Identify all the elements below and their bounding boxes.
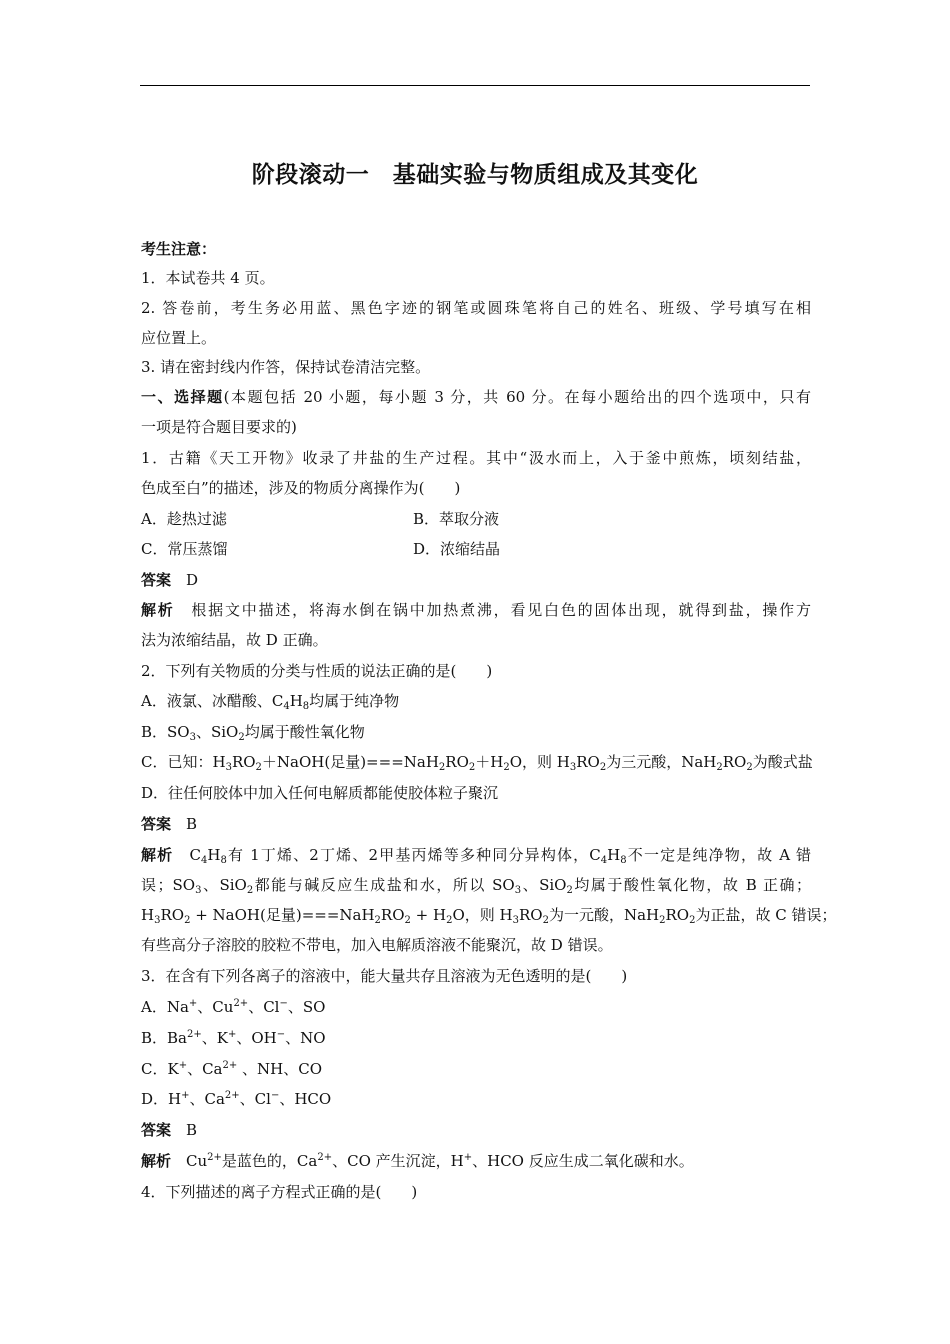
- section-heading-line: [141, 387, 811, 407]
- q1-answer-line: [141, 570, 811, 590]
- notice-item-2-cont: 应位置上。: [141, 329, 217, 347]
- q3-option-b: B．$Ba^{2+}$、K+、OH−、NO: [141, 1029, 326, 1047]
- answer-label: 答案: [141, 1121, 172, 1139]
- q1-answer: D: [186, 571, 199, 589]
- q1-option-a: A．趁热过滤: [141, 510, 227, 528]
- q2-option-c: C．已知：$H_3RO_2+NaOH$(足量)$===NaH_2RO_2+H_2O$，则 $H_3RO_2$为三元酸，$NaH_2RO_2$为酸式盐: [141, 753, 813, 773]
- answer-label: 答案: [141, 571, 172, 589]
- q4-stem: 4．下列描述的离子方程式正确的是( ): [141, 1183, 418, 1201]
- q1-analysis: 根据文中描述，将海水倒在锅中加热煮沸，看见白色的固体出现，就得到盐，操作方: [191, 601, 811, 619]
- q3-stem: 3．在含有下列各离子的溶液中，能大量共存且溶液为无色透明的是( ): [141, 967, 628, 985]
- q2-answer: B: [186, 815, 198, 833]
- notice-item-1: 1．本试卷共 4 页。: [141, 269, 275, 287]
- q3-analysis-line: 解析 $Cu^{2+}$是蓝色的，$Ca^{2+}$、CO 产生沉淀，H+、HCO 反应生成二氧化碳和水。: [141, 1152, 694, 1170]
- analysis-label: 解析: [141, 601, 175, 619]
- section-desc-cont: 一项是符合题目要求的): [141, 418, 297, 436]
- q1-analysis-cont: 法为浓缩结晶，故 D 正确。: [141, 631, 328, 649]
- q3-answer: B: [186, 1121, 198, 1139]
- q1-stem-cont: 色成至白”的描述，涉及的物质分离操作为( ): [141, 479, 461, 497]
- q2-stem: 2．下列有关物质的分类与性质的说法正确的是( ): [141, 662, 493, 680]
- q1-options-cd: [141, 539, 811, 559]
- q2-answer-line: [141, 814, 811, 834]
- analysis-label: 解析: [141, 1152, 172, 1170]
- q1-option-b: B．萃取分液: [413, 510, 500, 528]
- q1-analysis-line: [141, 600, 811, 620]
- q3-option-d: D．H+、$Ca^{2+}$、Cl−、HCO: [141, 1090, 332, 1108]
- q2-analysis-line-3: $H_3RO_2$ + NaOH(足量)$===NaH_2RO_2 + H_2O$，则 $H_3RO_2$为一元酸，$NaH_2RO_2$为正盐，故 C 错误；: [141, 906, 837, 926]
- q1-options-ab: [141, 509, 811, 529]
- q3-option-c: C．K+、$Ca^{2+}$ 、NH、CO: [141, 1060, 322, 1078]
- q2-analysis-line-1: 解析 $C_4H_8$有 1丁烯、2丁烯、2甲基丙烯等多种同分异构体，$C_4H_8$不一定是纯净物，故 A 错: [141, 846, 811, 866]
- q2-option-d: D．往任何胶体中加入任何电解质都能使胶体粒子聚沉: [141, 784, 499, 802]
- section-heading: 一、选择题: [141, 388, 224, 406]
- q2-analysis-line-4: 有些高分子溶胶的胶粒不带电，加入电解质溶液不能聚沉，故 D 错误。: [141, 936, 613, 954]
- q2-option-b: B．$SO_3$、SiO$_2$均属于酸性氧化物: [141, 723, 365, 743]
- q2-analysis-line-2: 误；$SO_3$、SiO$_2$都能与碱反应生成盐和水，所以 $SO_3$、SiO$_2$均属于酸性氧化物，故 B 正确；: [141, 876, 812, 896]
- notice-heading: 考生注意：: [141, 240, 217, 258]
- section-desc: (本题包括 20 小题，每小题 3 分，共 60 分。在每小题给出的四个选项中，只有: [223, 388, 811, 406]
- answer-label: 答案: [141, 815, 172, 833]
- q1-option-d: D．浓缩结晶: [413, 540, 501, 558]
- q3-answer-line: [141, 1120, 811, 1140]
- q2-option-a: A．液氯、冰醋酸、$C_4H_8$均属于纯净物: [141, 692, 400, 712]
- q3-option-a: A．Na+、$Cu^{2+}$、Cl−、SO: [141, 998, 326, 1016]
- q1-stem: 1．古籍《天工开物》收录了井盐的生产过程。其中“汲水而上，入于釜中煎炼，顷刻结盐，: [141, 449, 811, 467]
- page-title: 阶段滚动一 基础实验与物质组成及其变化: [251, 162, 699, 188]
- analysis-label: 解析: [141, 846, 174, 864]
- notice-item-2: 2. 答卷前，考生务必用蓝、黑色字迹的钢笔或圆珠笔将自己的姓名、班级、学号填写在相: [141, 299, 811, 317]
- q1-option-c: C．常压蒸馏: [141, 540, 228, 558]
- notice-item-3: 3. 请在密封线内作答，保持试卷清洁完整。: [141, 358, 431, 376]
- header-rule: [140, 85, 810, 86]
